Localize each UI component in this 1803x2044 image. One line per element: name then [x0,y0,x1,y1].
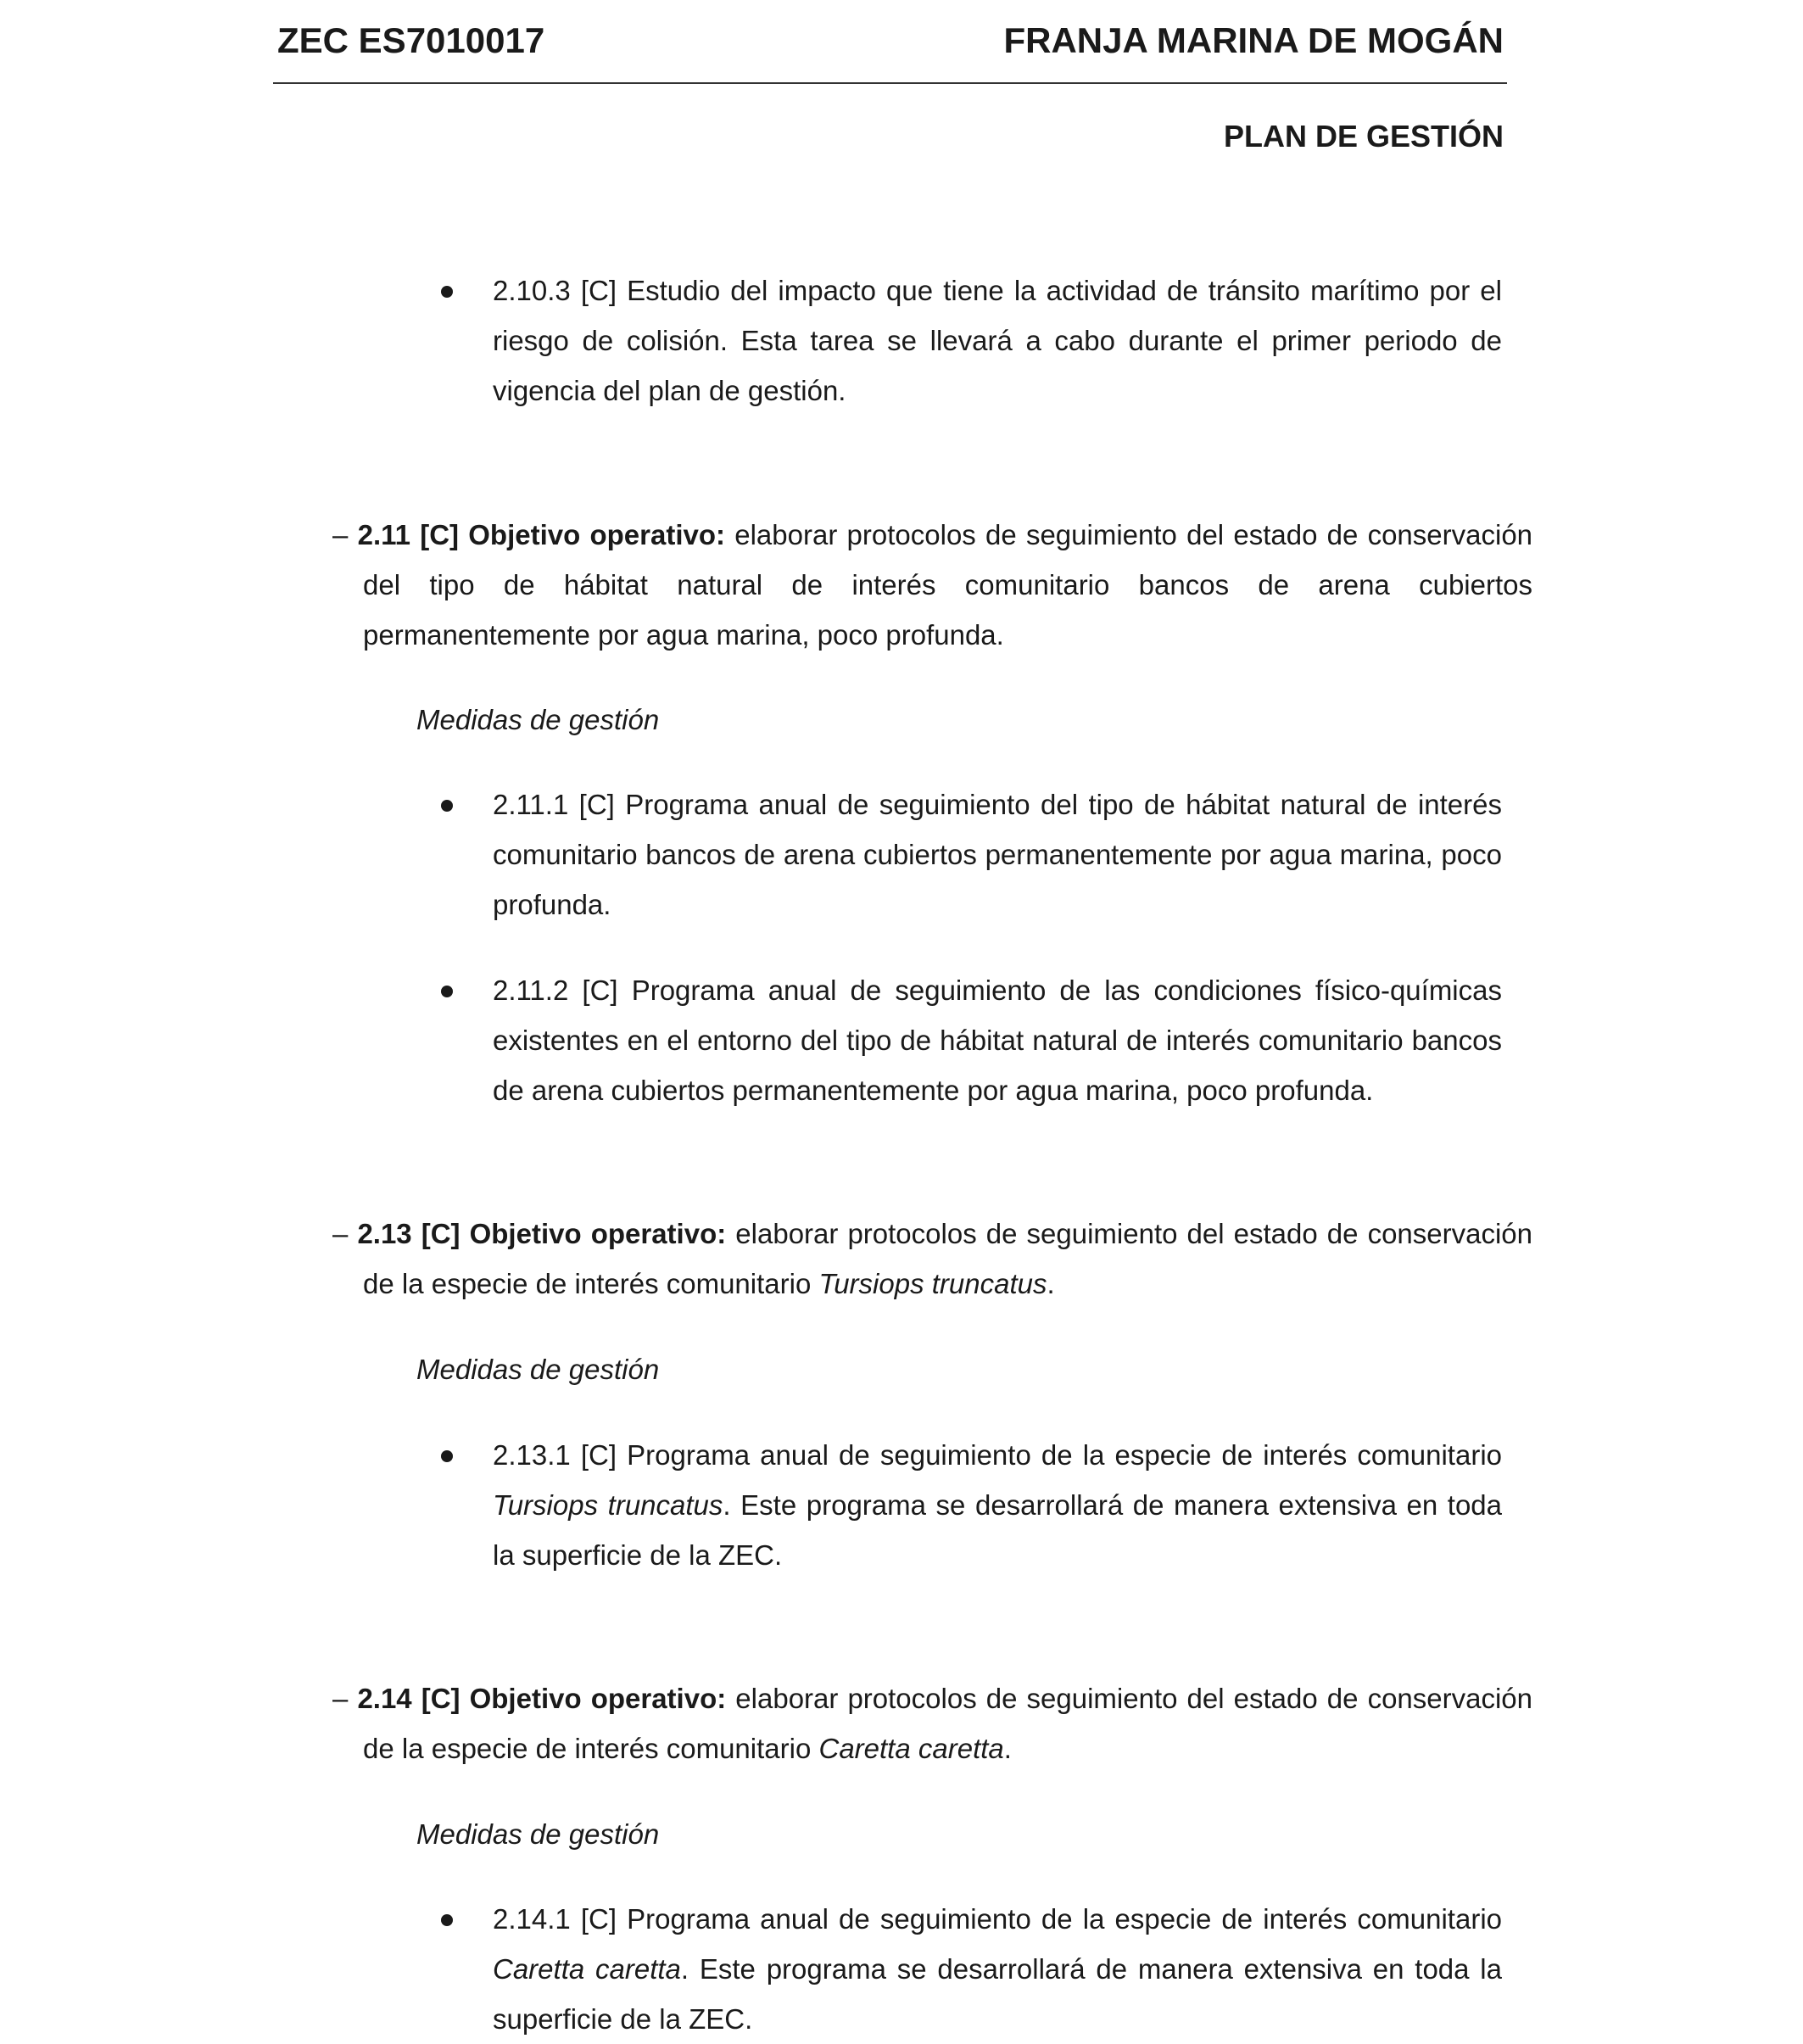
objective-end: . [1047,1268,1055,1299]
objective-text [332,1673,1532,1773]
item-text: 2.11.1 [C] Programa anual de seguimiento del tipo de hábitat natural de interés comunitario bancos de arena cubiertos permanentemente por agua marina, poco profunda. [493,789,1502,920]
bullet-icon [441,1450,453,1462]
objective-code: 2.14 [C] Objetivo operativo: [357,1683,727,1714]
medidas-heading: Medidas de gestión [416,1818,660,1850]
species-name: Caretta caretta [818,1733,1004,1764]
objective-code: 2.13 [C] Objetivo operativo: [357,1218,727,1249]
bullet-icon [441,986,453,997]
objective-text [332,1209,1532,1309]
bullet-icon [441,1914,453,1926]
objective-description: elaborar protocolos de seguimiento del estado de conservación de la especie de interés comunitario [363,1683,1533,1764]
objective-end: . [1003,1733,1012,1764]
species-name: Tursiops truncatus [818,1268,1047,1299]
header-site-name: FRANJA MARINA DE MOGÁN [1003,20,1504,60]
header-zec-code: ZEC ES7010017 [277,20,545,60]
item-text-start: 2.13.1 [C] Programa anual de seguimiento de la especie de interés comunitario [493,1439,1502,1471]
objective-dash: – [332,1683,349,1714]
objective-code: 2.11 [C] Objetivo operativo: [357,519,726,550]
item-text [493,1894,1502,2044]
species-name: Caretta caretta [493,1953,681,1985]
medidas-heading: Medidas de gestión [416,1354,660,1385]
item-text [493,1430,1502,1580]
header-divider [273,82,1507,84]
objective-description: elaborar protocolos de seguimiento del estado de conservación del tipo de hábitat natural de interés comunitario bancos de arena cubiertos permanentemente por agua marina, poco profunda. [363,519,1533,651]
species-name: Tursiops truncatus [493,1489,723,1521]
bullet-icon [441,286,453,298]
item-text-end: . Este programa se desarrollará de manera extensiva en toda la superficie de la ZEC. [493,1489,1503,1571]
medidas-heading: Medidas de gestión [416,704,660,735]
objective-description: elaborar protocolos de seguimiento del estado de conservación de la especie de interés comunitario [363,1218,1533,1299]
objective-dash: – [332,1218,349,1249]
bullet-icon [441,800,453,812]
item-text-end: . Este programa se desarrollará de manera extensiva en toda la superficie de la ZEC. [493,1953,1502,2035]
objective-dash: – [332,519,349,550]
objective-text [332,510,1532,660]
item-text: 2.10.3 [C] Estudio del impacto que tiene la actividad de tránsito marítimo por el riesgo de colisión. Esta tarea se llevará a cabo durante el primer periodo de vigencia del plan de gestión. [493,275,1502,406]
item-text-start: 2.14.1 [C] Programa anual de seguimiento de la especie de interés comunitario [493,1903,1502,1935]
page-subtitle: PLAN DE GESTIÓN [1223,119,1504,154]
item-text: 2.11.2 [C] Programa anual de seguimiento de las condiciones físico-químicas existentes en el entorno del tipo de hábitat natural de interés comunitario bancos de arena cubiertos permanentemente por agua marina, poco profunda. [493,975,1502,1106]
